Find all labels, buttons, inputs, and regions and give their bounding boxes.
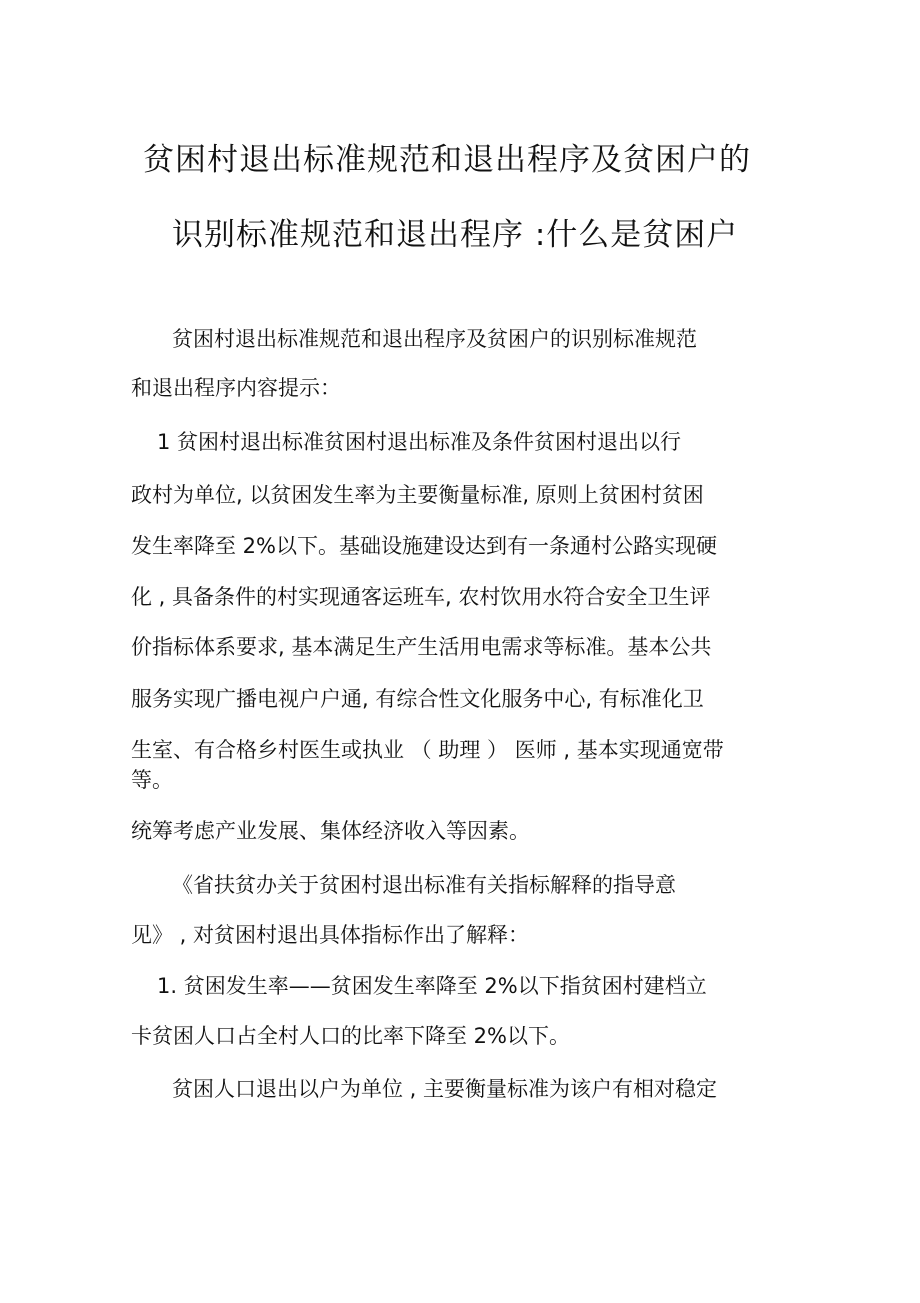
- body-line: 统筹考虑产业发展、集体经济收入等因素。: [131, 819, 530, 843]
- body-line: 贫困村退出标准规范和退出程序及贫困户的识别标准规范: [172, 327, 697, 351]
- body-line: 化 , 具备条件的村实现通客运班车, 农村饮用水符合安全卫生评: [131, 585, 711, 609]
- body-line: 等。: [131, 768, 173, 792]
- body-line: 1 贫困村退出标准贫困村退出标准及条件贫困村退出以行: [157, 430, 682, 454]
- body-line: 政村为单位, 以贫困发生率为主要衡量标准, 原则上贫困村贫困: [131, 483, 704, 507]
- body-line: 1. 贫困发生率——贫困发生率降至 2%以下指贫困村建档立: [157, 974, 707, 998]
- body-line: 价指标体系要求, 基本满足生产生活用电需求等标准。基本公共: [131, 635, 712, 659]
- body-line: 服务实现广播电视户户通, 有综合性文化服务中心, 有标准化卫: [131, 687, 704, 711]
- body-line: 和退出程序内容提示：: [131, 376, 341, 400]
- body-line: 《省扶贫办关于贫困村退出标准有关指标解释的指导意: [172, 873, 676, 897]
- document-title-line-2: 识别标准规范和退出程序 :什么是贫困户: [172, 217, 739, 253]
- body-line: 发生率降至 2%以下。基础设施建设达到有一条通村公路实现硬: [131, 534, 717, 558]
- document-title-line-1: 贫困村退出标准规范和退出程序及贫困户的: [143, 142, 751, 178]
- body-line: 生室、有合格乡村医生或执业 （ 助理 ） 医师 , 基本实现通宽带: [131, 738, 724, 762]
- body-line: 卡贫困人口占全村人口的比率下降至 2%以下。: [131, 1024, 570, 1048]
- body-line: 见》 , 对贫困村退出具体指标作出了解释：: [131, 923, 530, 947]
- body-line: 贫困人口退出以户为单位 , 主要衡量标准为该户有相对稳定: [172, 1077, 718, 1101]
